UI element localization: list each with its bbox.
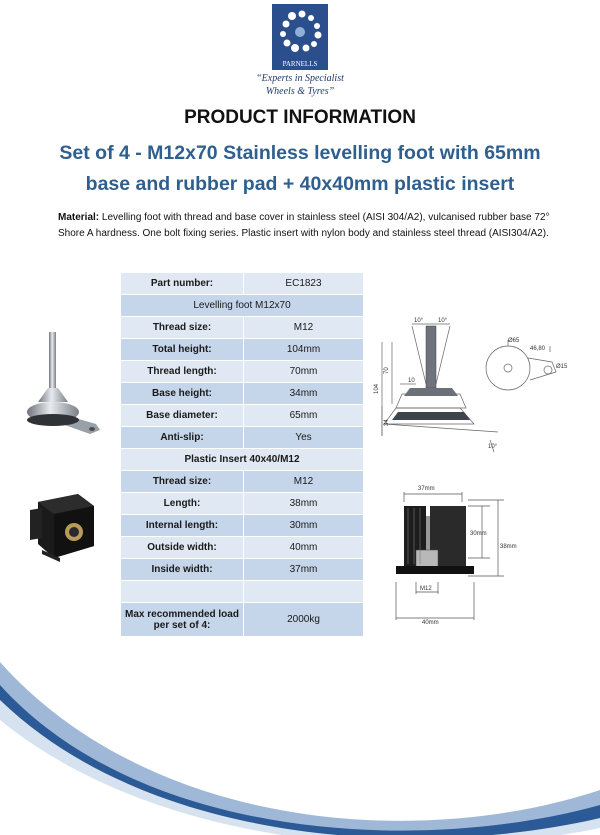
svg-text:46,80: 46,80 <box>530 346 546 352</box>
svg-text:Ø65: Ø65 <box>508 338 520 344</box>
svg-text:34: 34 <box>384 419 390 426</box>
svg-text:10°: 10° <box>414 318 424 324</box>
tagline: “Experts in Specialist Wheels & Tyres” <box>256 73 344 97</box>
svg-text:M12: M12 <box>420 586 432 592</box>
svg-text:10°: 10° <box>438 318 448 324</box>
section-row: Plastic Insert 40x40/M12 <box>121 449 364 471</box>
levelling-foot-photo <box>22 328 106 440</box>
svg-text:70: 70 <box>384 367 390 374</box>
table-row: Inside width: 37mm <box>121 559 364 581</box>
spacer-row <box>121 581 364 603</box>
table-row: Outside width: 40mm <box>121 537 364 559</box>
table-row: Part number: EC1823 <box>121 273 364 295</box>
brand-name: PARNELLS <box>282 60 318 68</box>
page-heading: PRODUCT INFORMATION <box>184 107 416 128</box>
parnells-logo <box>262 4 338 74</box>
svg-text:38mm: 38mm <box>500 544 517 550</box>
table-row: Internal length: 30mm <box>121 515 364 537</box>
svg-text:37mm: 37mm <box>418 486 435 492</box>
levelling-foot-drawing <box>370 312 588 462</box>
plastic-insert-photo <box>22 488 102 564</box>
spec-table <box>120 272 364 637</box>
svg-text:10: 10 <box>408 378 415 384</box>
table-row: Thread size: M12 <box>121 471 364 493</box>
footer-wave <box>0 640 600 835</box>
table-row: Thread length: 70mm <box>121 361 364 383</box>
product-title: Set of 4 - M12x70 Stainless levelling foot with 65mm base and rubber pad + 40x40mm plastic insert <box>59 142 541 195</box>
table-row: Thread size: M12 <box>121 317 364 339</box>
table-row: Base diameter: 65mm <box>121 405 364 427</box>
table-row: Length: 38mm <box>121 493 364 515</box>
svg-text:Ø15: Ø15 <box>556 364 568 370</box>
svg-text:40mm: 40mm <box>422 620 439 626</box>
svg-text:104: 104 <box>374 383 380 394</box>
material-description: Material: Levelling foot with thread and base cover in stainless steel (AISI 304/A2), vulcanised rubber base 72° Shore A hardness. One bolt fixing series. Plastic insert with nylon body and stainless steel thread (AISI304/A2). <box>58 212 550 239</box>
section-row: Levelling foot M12x70 <box>121 295 364 317</box>
plastic-insert-drawing <box>378 478 530 628</box>
svg-text:30mm: 30mm <box>470 531 487 537</box>
table-row: Anti-slip: Yes <box>121 427 364 449</box>
table-row: Base height: 34mm <box>121 383 364 405</box>
svg-text:10°: 10° <box>488 444 498 450</box>
table-row: Max recommended load per set of 4: 2000kg <box>121 603 364 637</box>
table-row: Total height: 104mm <box>121 339 364 361</box>
